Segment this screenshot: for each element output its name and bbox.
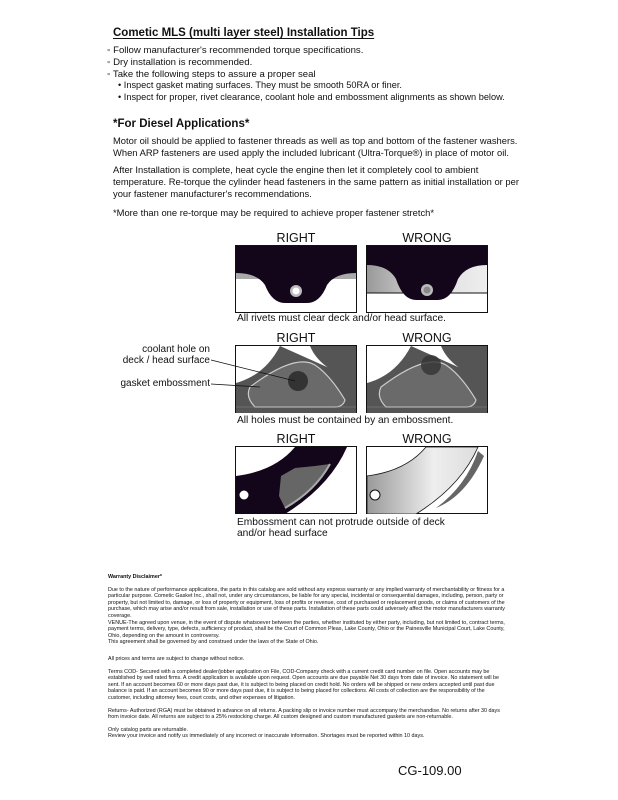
caption-line: Embossment can not protrude outside of deck bbox=[237, 517, 445, 528]
caption-holes: All holes must be contained by an embossment. bbox=[237, 415, 454, 426]
wrong-label: WRONG bbox=[402, 432, 452, 446]
venue-law: This agreement shall be governed by and construed under the laws of the State of Ohio. bbox=[108, 639, 319, 646]
coolant-hole-label bbox=[110, 344, 210, 366]
warranty-paragraph: Due to the nature of performance applications, the parts in this catalog are sold without any express warranty or any implied warranty of merchantability or fitness for a particular purpose. Cometic Gasket Inc., shall not, under any circumstances, be liable for any special, incidental or consequential damages, including, person, party or property, but not limited to, damage, or loss of property or equipment, loss of profits or revenue, cost of purchased or replacement goods, or claims of customers of the purchase, which may arise and/or result from sale, installation or use of these parts. Installation of these parts could adversely affect the motor manufacturers warranty coverage. bbox=[108, 587, 505, 619]
diesel-paragraph: Motor oil should be applied to fastener threads as well as top and bottom of the fastener washers. When ARP fasteners are used apply the included lubricant (Ultra-Torque®) in place of motor oil. bbox=[113, 135, 518, 158]
gasket-embossment-label: gasket embossment bbox=[120, 378, 210, 389]
tip-text: Take the following steps to assure a proper seal bbox=[112, 69, 316, 80]
caption-rivets: All rivets must clear deck and/or head surface. bbox=[237, 313, 446, 324]
tip-item: ◦ Take the following steps to assure a proper seal bbox=[107, 69, 316, 80]
rivet-wrong-diagram bbox=[366, 245, 488, 313]
subtip-text: Inspect gasket mating surfaces. They must be smooth 50RA or finer. bbox=[123, 80, 402, 90]
right-label: RIGHT bbox=[276, 231, 316, 245]
label-line: deck / head surface bbox=[122, 355, 210, 366]
embossment-right-diagram bbox=[235, 446, 357, 514]
returns-paragraph: Returns- Authorized (RGA) must be obtained in advance on all returns. A packing slip or invoice number must accompany the merchandise. No returns after 30 days from invoice date. All returns are subject to a 25% restocking charge. All custom designed and custom manufactured gaskets are non-returnable. bbox=[108, 708, 500, 721]
right-label: RIGHT bbox=[276, 432, 316, 446]
returns-note-text: Only catalog parts are returnable. bbox=[108, 727, 189, 733]
embossment-wrong-diagram bbox=[366, 446, 488, 514]
terms-paragraph: Terms COD- Secured with a completed dealer/jobber application on File, COD-Company check with a current credit card number on file. Open accounts may be established by well rated firms. A credit application is available upon request. Open accounts are due payable Net 30 days from date of invoice. No statement will be sent. If an account becomes 60 or more days past due, it is subject to being placed on credit hold. No orders will be shipped or new orders accepted until past due balance is paid. If an account becomes 90 or more days past due, it is subject to being placed for collections. All costs of collection are the responsibility of the customer, including attorney fees, court costs, and other expenses of litigation. bbox=[108, 669, 500, 701]
wrong-label: WRONG bbox=[402, 331, 452, 345]
rivet-right-diagram bbox=[235, 245, 357, 313]
warranty-heading: Warranty Disclaimer* bbox=[108, 574, 163, 580]
caption-embossment bbox=[237, 517, 445, 539]
wrong-label: WRONG bbox=[402, 231, 452, 245]
venue-paragraph bbox=[108, 620, 508, 646]
subtip-text: Inspect for proper, rivet clearance, coolant hole and embossment alignments as shown below. bbox=[123, 92, 505, 102]
tip-item: ◦ Dry installation is recommended. bbox=[107, 57, 253, 68]
page-code: CG-109.00 bbox=[398, 763, 462, 778]
diesel-heading: *For Diesel Applications* bbox=[113, 118, 250, 130]
returns-note bbox=[108, 727, 508, 740]
tip-text: Follow manufacturer's recommended torque specifications. bbox=[113, 45, 364, 56]
prices-note: All prices and terms are subject to change without notice. bbox=[108, 656, 245, 662]
diesel-note: *More than one re-torque may be required to achieve proper fastener stretch* bbox=[113, 207, 435, 218]
label-line: coolant hole on bbox=[142, 344, 210, 355]
right-label: RIGHT bbox=[276, 331, 316, 345]
diesel-paragraph: After Installation is complete, heat cycle the engine then let it completely cool to ambient temperature. Re-torque the cylinder head fasteners in the same pattern as initial installation or per your fastener manufacturer's recommendations. bbox=[113, 164, 519, 199]
page-title: Cometic MLS (multi layer steel) Installation Tips bbox=[113, 27, 375, 39]
caption-line: and/or head surface bbox=[237, 528, 328, 539]
tip-text: Dry installation is recommended. bbox=[113, 57, 253, 68]
tip-item: ◦ Follow manufacturer's recommended torque specifications. bbox=[107, 45, 364, 56]
leader-lines bbox=[205, 345, 305, 395]
coolant-wrong-diagram bbox=[366, 345, 488, 413]
subtip-item: • Inspect gasket mating surfaces. They must be smooth 50RA or finer. bbox=[118, 80, 402, 90]
venue-text: VENUE-The agreed upon venue, in the event of dispute whatsoever between the parties, whether instituted by either party, including, but not limited to, contract terms, payment terms, delivery, type, defects, sufficiency of product, shall be the Court of Common Pleas, Lake County, Ohio or the Painesville Municipal Court, Lake County, Ohio, depending on the amount in controversy. bbox=[108, 620, 505, 639]
subtip-item: • Inspect for proper, rivet clearance, coolant hole and embossment alignments as shown below. bbox=[118, 92, 505, 102]
invoice-note: Review your invoice and notify us immediately of any incorrect or inaccurate information. Shortages must be reported within 10 days. bbox=[108, 733, 425, 740]
